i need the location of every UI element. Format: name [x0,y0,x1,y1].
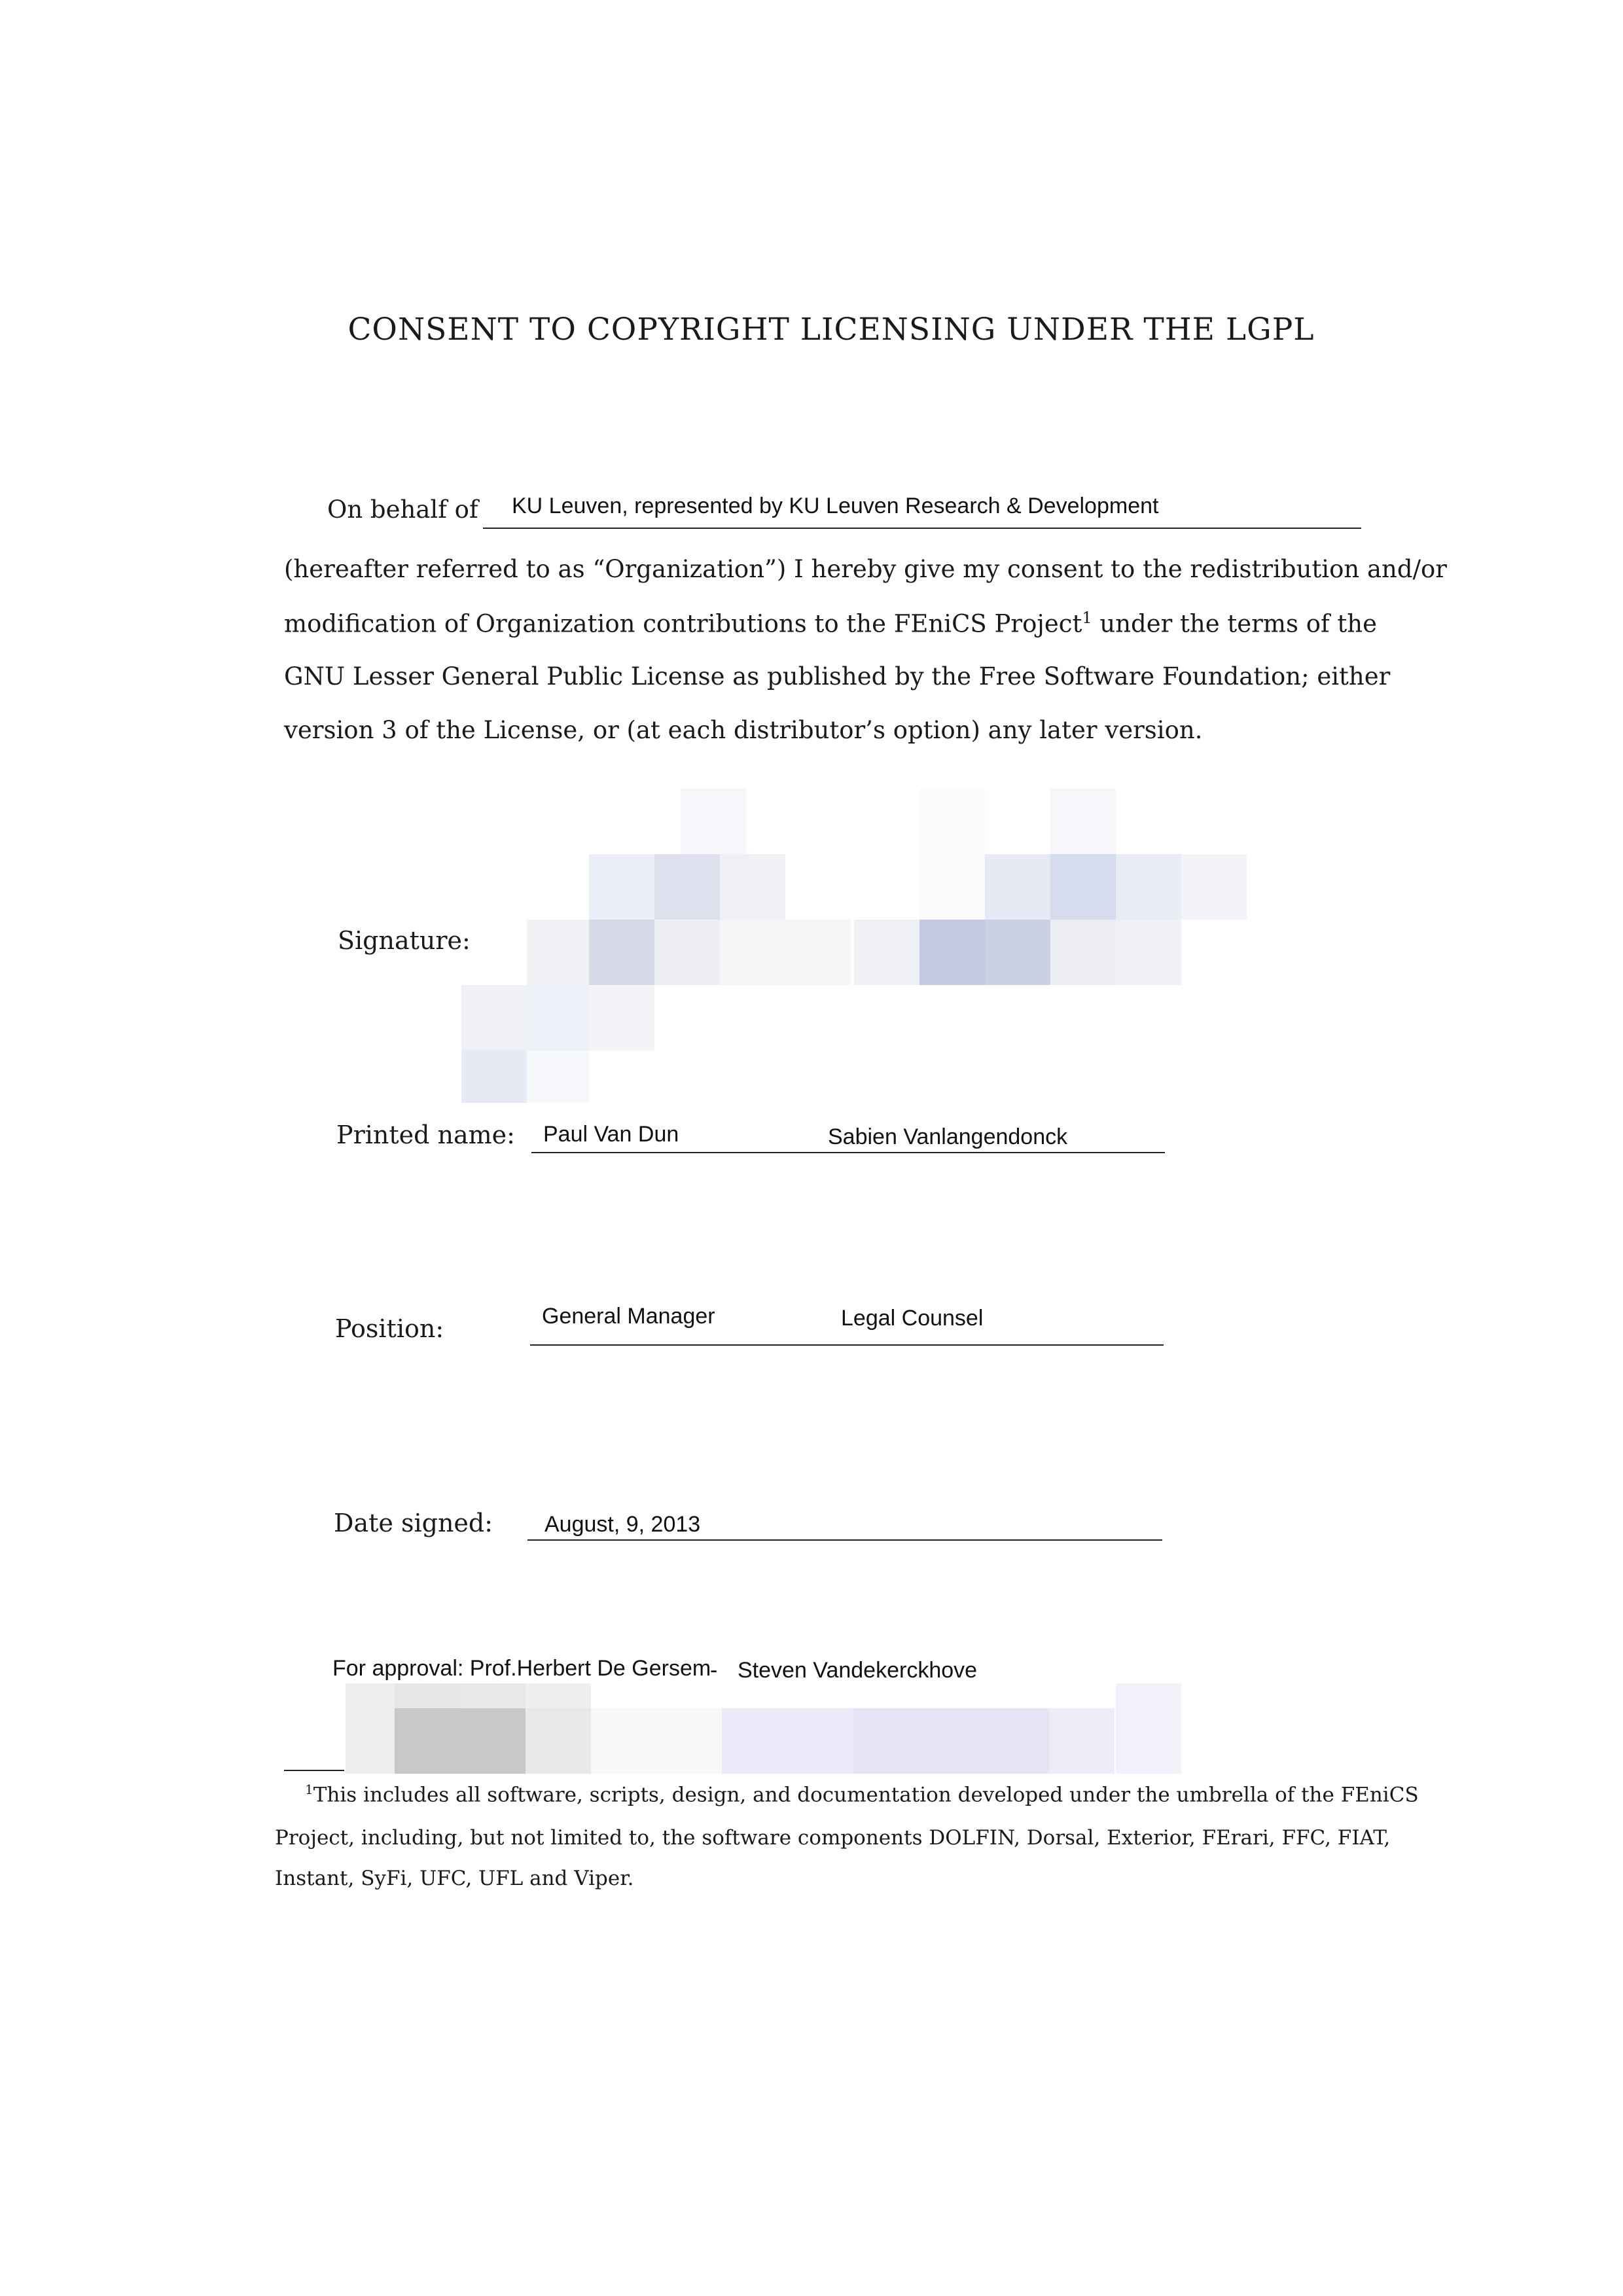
footnote-line-1: $^1$This includes all software, scripts, design, and documentation developed under the umbrella of the FEniCS [305,1782,1419,1807]
date-signed-underline [527,1539,1162,1541]
approval-separator: - [710,1658,718,1683]
printed-name-1: Paul Van Dun [543,1122,679,1147]
position-underline [530,1344,1164,1346]
signature-label: Signature: [338,926,471,955]
footnote-ref: 1 [1082,609,1092,627]
footnote-rule [284,1770,344,1771]
consent-line-1: (hereafter referred to as “Organization”) I hereby give my consent to the redistribution and/or [284,555,1447,583]
footnote-marker: 1 [305,1782,313,1797]
position-2: Legal Counsel [841,1306,984,1331]
position-1: General Manager [542,1304,715,1329]
on-behalf-label: On behalf of [327,495,478,524]
approval-name: Steven Vandekerckhove [738,1658,978,1683]
printed-name-2: Sabien Vanlangendonck [828,1124,1068,1149]
position-label: Position: [335,1314,444,1343]
consent-line-4: version 3 of the License, or (at each distributor’s option) any later version. [284,716,1203,744]
approval-prefix: For approval: Prof.Herbert De Gersem [332,1656,711,1681]
footnote-line-3: Instant, SyFi, UFC, UFL and Viper. [275,1867,634,1890]
consent-line-3: GNU Lesser General Public License as published by the Free Software Foundation; either [284,662,1391,691]
organization-value: KU Leuven, represented by KU Leuven Research & Development [512,493,1159,518]
date-signed-value: August, 9, 2013 [544,1512,701,1537]
document-title: CONSENT TO COPYRIGHT LICENSING UNDER THE LGPL [348,312,1315,348]
date-signed-label: Date signed: [334,1509,493,1537]
consent-line-2: modification of Organization contributions to the FEniCS Project$^1$ under the terms of the [284,609,1378,638]
organization-underline [483,528,1361,529]
footnote-line-2: Project, including, but not limited to, the software components DOLFIN, Dorsal, Exterior, FErari, FFC, FIAT, [275,1826,1391,1850]
printed-name-label: Printed name: [336,1121,515,1149]
printed-name-underline [531,1152,1165,1153]
